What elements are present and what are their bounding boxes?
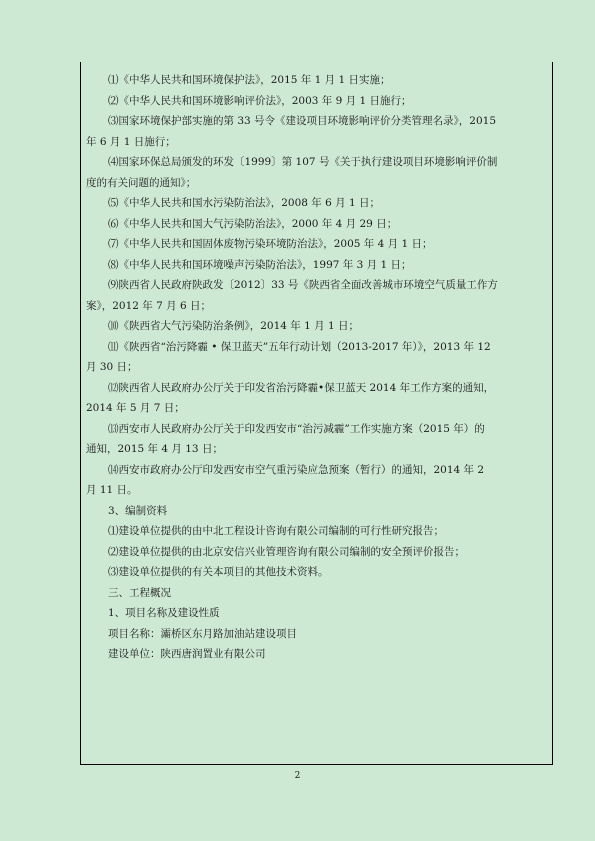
text-line: ⑾《陕西省“治污降霾 • 保卫蓝天”五年行动计划（2013-2017 年）》，2013 年 12 [108, 340, 491, 353]
text-line: ⑴《中华人民共和国环境保护法》，2015 年 1 月 1 日实施； [108, 74, 391, 86]
text-line: ⑻《中华人民共和国环境噪声污染防治法》，1997 年 3 月 1 日； [108, 258, 412, 271]
text-line: ⑸《中华人民共和国水污染防治法》，2008 年 6 月 1 日； [108, 197, 381, 209]
text-line: ⑶建设单位提供的有关本项目的其他技术资料。 [108, 566, 329, 578]
text-line: ⑶国家环境保护部实施的第 33 号令《建设项目环境影响评价分类管理名录》，2015 [108, 115, 497, 127]
text-line: ⑼陕西省人民政府陕政发〔2012〕33 号《陕西省全面改善城市环境空气质量工作方 [108, 279, 498, 291]
text-line: 通知，2015 年 4 月 13 日； [86, 443, 223, 455]
text-line: 三、工程概况 [108, 586, 171, 599]
page-number: 2 [294, 771, 301, 781]
text-line: ⑿陕西省人民政府办公厅关于印发省治污降霾•保卫蓝天 2014 年工作方案的通知， [108, 381, 495, 394]
text-line: ⑵《中华人民共和国环境影响评价法》，2003 年 9 月 1 日施行； [108, 94, 412, 107]
text-line: ⑵建设单位提供的由北京安信兴业管理咨询有限公司编制的安全预评价报告； [108, 545, 465, 558]
text-line: 月 30 日； [86, 361, 138, 373]
text-line: 度的有关问题的通知》； [86, 176, 197, 189]
text-line: ⑷国家环保总局颁发的环发〔1999〕第 107 号《关于执行建设项目环境影响评价制 [108, 156, 498, 168]
text-line: ⒁西安市政府办公厅印发西安市空气重污染应急预案（暂行）的通知，2014 年 2 [108, 463, 485, 476]
text-line: ⑽《陕西省大气污染防治条例》，2014 年 1 月 1 日； [108, 320, 360, 332]
text-line: 1、项目名称及建设性质 [108, 607, 220, 619]
text-line: ⑴建设单位提供的由中北工程设计咨询有限公司编制的可行性研究报告； [108, 525, 444, 537]
text-line: 年 6 月 1 日施行； [86, 135, 176, 148]
text-line: 建设单位：陕西唐润置业有限公司 [108, 648, 266, 660]
text-line: 项目名称：灞桥区东月路加油站建设项目 [108, 627, 297, 640]
document-body [86, 70, 548, 665]
text-line: 2014 年 5 月 7 日； [86, 402, 185, 414]
text-line: ⒀西安市人民政府办公厅关于印发西安市“治污减霾”工作实施方案（2015 年）的 [108, 422, 485, 435]
text-line: 案》，2012 年 7 月 6 日； [86, 299, 212, 312]
text-line: 月 11 日。 [86, 484, 138, 496]
text-line: ⑺《中华人民共和国固体废物污染环境防治法》，2005 年 4 月 1 日； [108, 238, 433, 250]
text-line: 3、编制资料 [108, 504, 168, 517]
text-line: ⑹《中华人民共和国大气污染防治法》，2000 年 4 月 29 日； [108, 217, 398, 230]
